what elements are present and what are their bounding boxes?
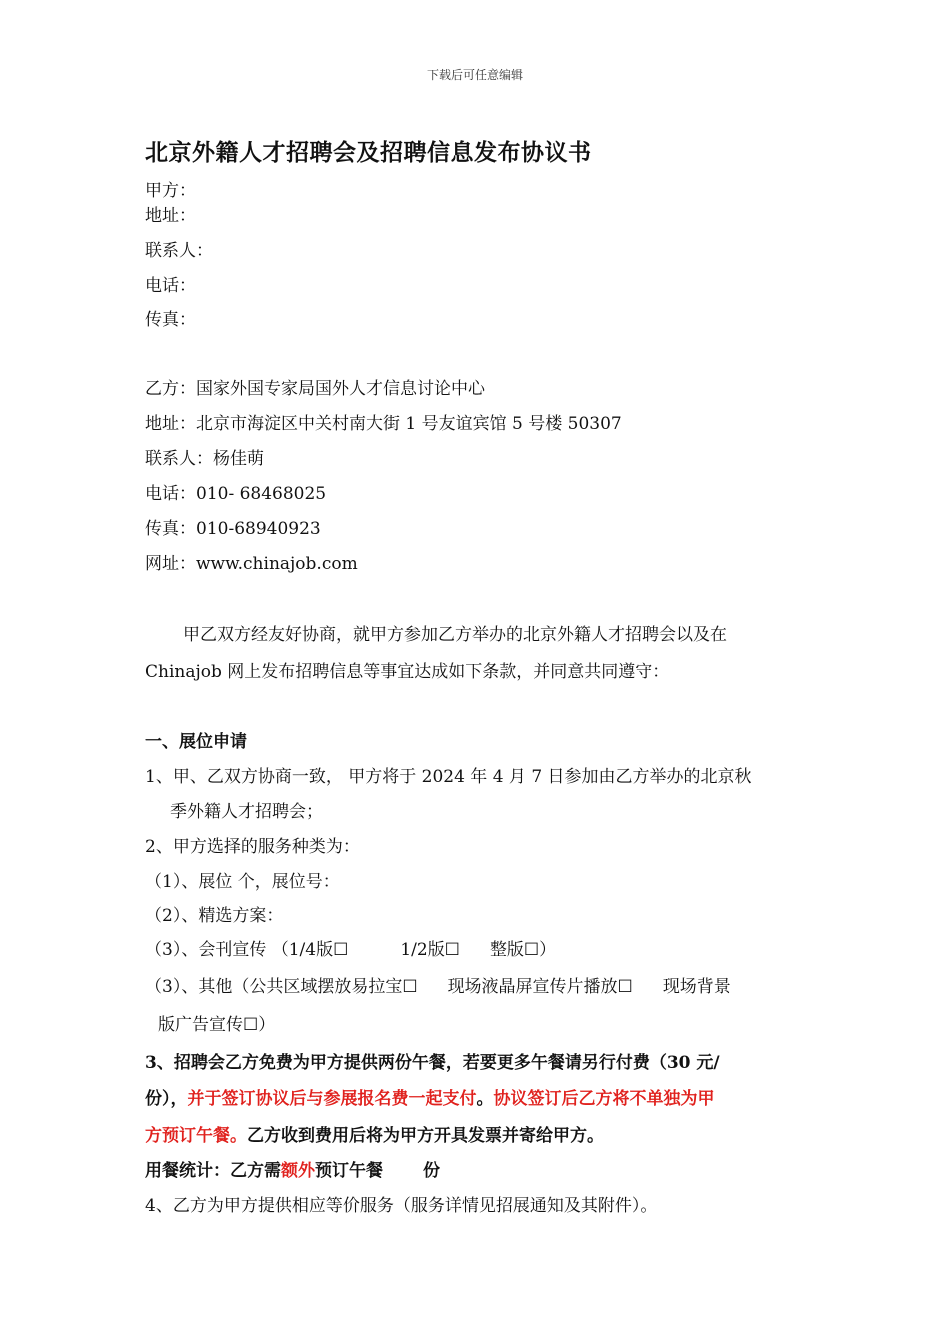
party-a-contact-label: 联系人： <box>145 241 213 261</box>
header-note: 下载后可任意编辑 <box>426 68 523 82</box>
meal-extra: 额外 <box>281 1161 315 1181</box>
meal-lunch: 预订午餐 <box>315 1161 383 1181</box>
intro-line-1: 甲乙双方经友好协商，就甲方参加乙方举办的北京外籍人才招聘会以及在 <box>183 625 727 645</box>
party-b-name: 乙方：国家外国专家局国外人才信息讨论中心 <box>145 379 485 399</box>
page-title: 北京外籍人才招聘会及招聘信息发布协议书 <box>145 139 592 166</box>
sub-item-publicity <box>145 935 556 960</box>
item-3-invoice-text: 乙方收到费用后将为甲方开具发票并寄给甲方。 <box>247 1126 604 1146</box>
party-a-phone-label: 电话： <box>145 276 196 296</box>
other-background-option: 现场背景 <box>662 977 731 997</box>
item-1-line-2: 季外籍人才招聘会； <box>170 802 323 822</box>
other-lcd-option: 现场液晶屏宣传片播放☐ <box>447 977 633 997</box>
publicity-half-option: 1/2版☐ <box>400 940 460 960</box>
section-heading: 一、展位申请 <box>145 732 247 752</box>
item-3-emphasis-no-booking: 协议签订后乙方将不单独为甲 <box>493 1089 715 1109</box>
meal-unit: 份 <box>423 1161 440 1181</box>
publicity-full-option: 整版☐） <box>489 940 557 960</box>
party-b-fax: 传真：010-68940923 <box>145 519 321 539</box>
item-4: 4、乙方为甲方提供相应等价服务（服务详情见招展通知及其附件）。 <box>145 1196 658 1216</box>
item-3-text: 份）， <box>145 1089 188 1109</box>
sub-item-booth: （1）、展位 个，展位号： <box>145 872 340 892</box>
party-a-fax-label: 传真： <box>145 310 196 330</box>
intro-line-2: Chinajob 网上发布招聘信息等事宜达成如下条款，并同意共同遵守： <box>145 662 670 682</box>
party-b-website: 网址：www.chinajob.com <box>145 554 358 574</box>
party-b-phone: 电话：010- 68468025 <box>145 484 327 504</box>
sub-item-other <box>145 972 731 997</box>
party-a-name-label: 甲方： <box>145 181 196 201</box>
sub-item-plan: （2）、精选方案： <box>145 906 284 926</box>
party-b-contact: 联系人：杨佳萌 <box>145 449 264 469</box>
publicity-quarter-option: （3）、会刊宣传 （1/4版☐ <box>145 940 349 960</box>
sub-item-other-line-2: 版广告宣传☐） <box>158 1015 276 1035</box>
item-3-emphasis-payment: 并于签订协议后与参展报名费一起支付 <box>187 1089 477 1109</box>
item-3-period: 。 <box>476 1089 494 1109</box>
item-3-line-1: 3、招聘会乙方免费为甲方提供两份午餐，若要更多午餐请另行付费（30 元/ <box>145 1053 720 1073</box>
meal-statistics <box>145 1156 440 1181</box>
item-3-emphasis-lunch: 方预订午餐。 <box>145 1126 247 1146</box>
party-b-address: 地址：北京市海淀区中关村南大街 1 号友谊宾馆 5 号楼 50307 <box>145 414 622 434</box>
item-3-line-3 <box>145 1121 604 1146</box>
other-banner-option: （3）、其他（公共区域摆放易拉宝☐ <box>145 977 418 997</box>
item-1-line-1: 1、甲、乙双方协商一致， 甲方将于 2024 年 4 月 7 日参加由乙方举办的北京秋 <box>145 767 752 787</box>
party-a-address-label: 地址： <box>145 206 196 226</box>
item-2: 2、甲方选择的服务种类为： <box>145 837 360 857</box>
meal-label: 用餐统计：乙方需 <box>145 1161 281 1181</box>
item-3-line-2 <box>145 1084 715 1109</box>
